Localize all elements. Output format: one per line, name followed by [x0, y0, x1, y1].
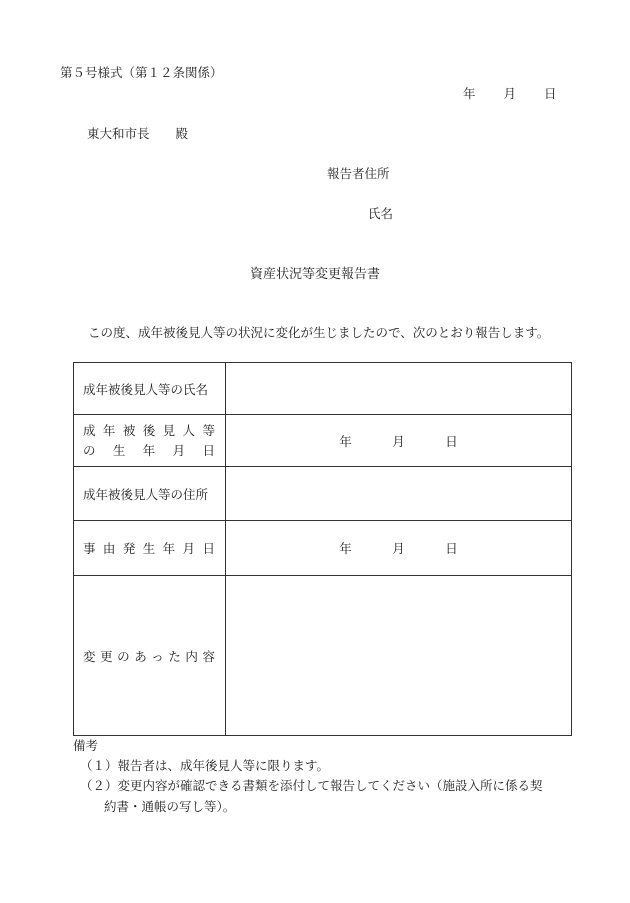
- addressee: [87, 128, 188, 141]
- ward-address-label: 成年被後見人等の住所: [74, 467, 226, 521]
- event-date-ymd: 年 月 日: [339, 541, 458, 556]
- addressee-name: 東大和市長: [87, 126, 150, 141]
- change-content-field[interactable]: [226, 576, 572, 736]
- reporter-address-label: 報告者住所: [327, 166, 390, 181]
- report-form-table: [73, 362, 572, 736]
- ward-name-label: 成年被後見人等の氏名: [74, 363, 226, 415]
- table-row-change: [74, 576, 572, 736]
- table-row-address: [74, 467, 572, 521]
- table-row-event-date: [74, 521, 572, 576]
- birthdate-ymd: 年 月 日: [339, 433, 458, 449]
- date-day-label: 日: [544, 86, 557, 101]
- ward-birthdate-field[interactable]: [226, 415, 572, 467]
- date-month-label: 月: [503, 86, 517, 101]
- birthdate-label-line1: 成 年 被 後 見 人 等: [83, 422, 215, 438]
- table-row-name: [74, 363, 572, 415]
- form-number-label: 第５号様式（第１２条関係）: [60, 65, 223, 80]
- notes-heading: 備考: [73, 738, 99, 753]
- note-item-2-continued: 約書・通帳の写し等）。: [104, 799, 236, 814]
- ward-birthdate-label: [74, 415, 226, 467]
- change-content-label: 変 更 の あ っ た 内 容: [74, 576, 226, 736]
- date-year-label: 年: [463, 86, 476, 101]
- addressee-honorific: 殿: [175, 126, 189, 141]
- table-row-birthdate: [74, 415, 572, 467]
- note-item-1: （１）報告者は、成年後見人等に限ります。: [80, 758, 330, 773]
- birthdate-label-line2: の 生 年 月 日: [83, 442, 215, 458]
- reporter-name-label: 氏名: [368, 206, 394, 221]
- event-date-label: 事 由 発 生 年 月 日: [74, 521, 226, 576]
- document-title: 資産状況等変更報告書: [249, 267, 380, 282]
- event-date-field[interactable]: [226, 521, 572, 576]
- report-statement: この度、成年被後見人等の状況に変化が生じましたので、次のとおり報告します。: [88, 325, 550, 340]
- ward-name-field[interactable]: [226, 363, 572, 415]
- submission-date: [463, 88, 557, 101]
- ward-address-field[interactable]: [226, 467, 572, 521]
- note-item-2: （２）変更内容が確認できる書類を添付して報告してください（施設入所に係る契: [80, 778, 543, 793]
